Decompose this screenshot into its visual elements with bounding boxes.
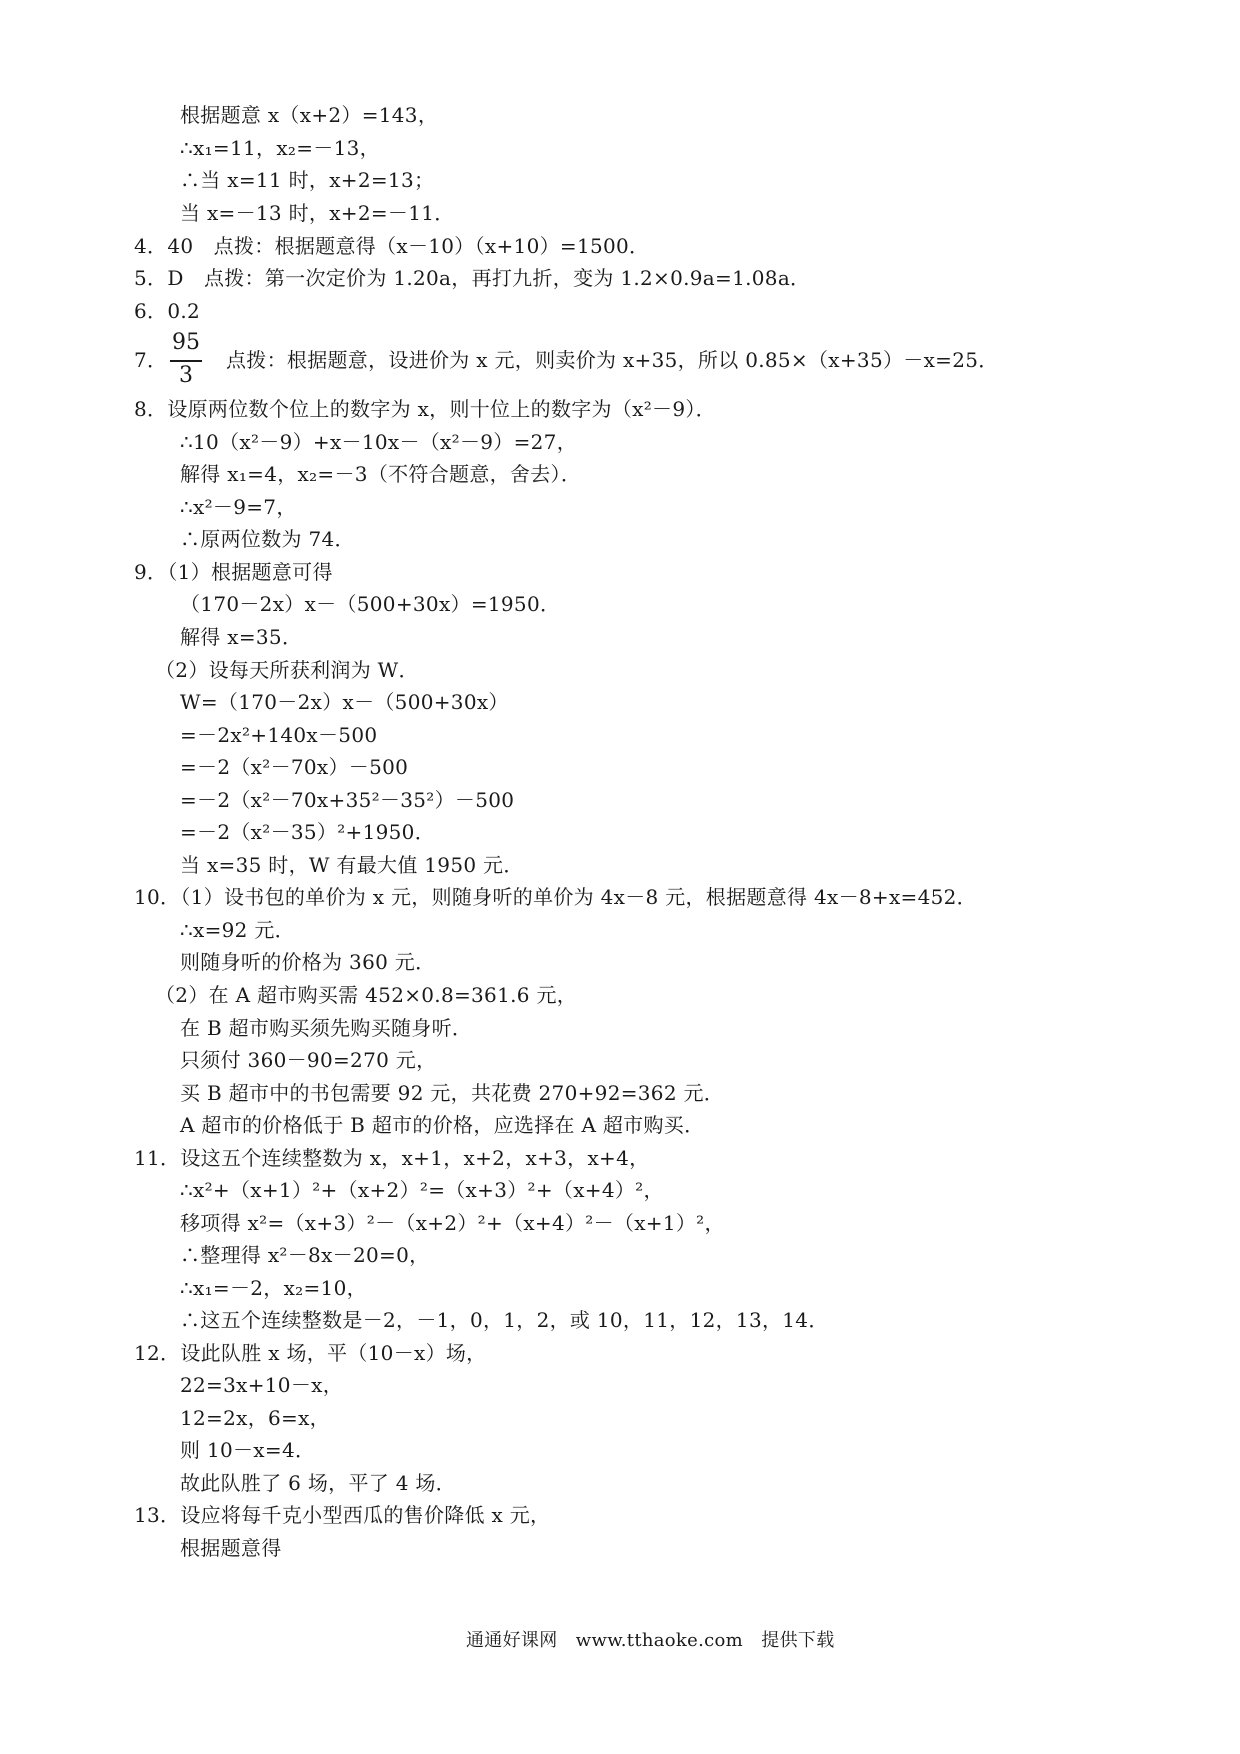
text-line: 22=3x+10－x， [180, 1373, 343, 1397]
text-line: ∴x=92 元． [180, 918, 295, 942]
text-line: =－2x²+140x－500 [180, 723, 378, 747]
text-line: =－2（x²－70x+35²－35²）－500 [180, 788, 515, 812]
text-line: 则随身听的价格为 360 元． [180, 950, 436, 974]
text-line: 13．设应将每千克小型西瓜的售价降低 x 元， [134, 1503, 551, 1527]
fraction-bar [170, 360, 202, 362]
text-line: 5．D 点拨：第一次定价为 1.20a，再打九折，变为 1.2×0.9a=1.08a． [134, 266, 811, 290]
text-line: ∴这五个连续整数是－2，－1，0，1，2，或 10，11，12，13，14． [180, 1308, 829, 1332]
text-line: ∴x₁=－2，x₂=10， [180, 1276, 367, 1300]
text-line: ∴x²+（x+1）²+（x+2）²=（x+3）²+（x+4）²， [180, 1178, 664, 1202]
text-line: 8．设原两位数个位上的数字为 x，则十位上的数字为（x²－9）． [134, 397, 716, 421]
text-line: ∴10（x²－9）+x－10x－（x²－9）=27， [180, 430, 577, 454]
text-line: ∴原两位数为 74． [180, 527, 355, 551]
text-line: 10．（1）设书包的单价为 x 元，则随身听的单价为 4x－8 元，根据题意得 4x－8+x=452． [134, 885, 977, 909]
text-line: ∴当 x=11 时，x+2=13； [180, 168, 435, 192]
text-line: 当 x=35 时，W 有最大值 1950 元． [180, 853, 524, 877]
text-line: W=（170－2x）x－（500+30x） [180, 690, 509, 714]
text-line: 9．（1）根据题意可得 [134, 560, 333, 584]
text-line: 根据题意 x（x+2）=143， [180, 103, 439, 127]
text-line: 故此队胜了 6 场，平了 4 场． [180, 1471, 456, 1495]
text-line: 买 B 超市中的书包需要 92 元，共花费 270+92=362 元． [180, 1081, 725, 1105]
text-line: 在 B 超市购买须先购买随身听． [180, 1016, 473, 1040]
text-line: 点拨：根据题意，设进价为 x 元，则卖价为 x+35，所以 0.85×（x+35）－x=25． [226, 348, 999, 372]
text-line: （2）设每天所获利润为 W． [155, 658, 419, 682]
text-line: ∴整理得 x²－8x－20=0， [180, 1243, 430, 1267]
text-line: =－2（x²－35）²+1950． [180, 820, 436, 844]
text-line: =－2（x²－70x）－500 [180, 755, 409, 779]
text-line: 11．设这五个连续整数为 x，x+1，x+2，x+3，x+4， [134, 1146, 650, 1170]
text-line: 解得 x=35． [180, 625, 303, 649]
text-line: 12=2x，6=x， [180, 1406, 330, 1430]
text-line: 只须付 360－90=270 元， [180, 1048, 437, 1072]
text-line: A 超市的价格低于 B 超市的价格，应选择在 A 超市购买． [180, 1113, 705, 1137]
text-line: 12．设此队胜 x 场，平（10－x）场， [134, 1341, 487, 1365]
text-line: 根据题意得 [180, 1536, 282, 1560]
fraction-numerator: 95 [172, 330, 200, 355]
text-line: 解得 x₁=4，x₂=－3（不符合题意，舍去）． [180, 462, 582, 486]
fraction-denominator: 3 [179, 363, 193, 388]
text-line: （2）在 A 超市购买需 452×0.8=361.6 元， [155, 983, 578, 1007]
text-line: （170－2x）x－（500+30x）=1950． [180, 592, 561, 616]
text-line: 当 x=－13 时，x+2=－11． [180, 201, 455, 225]
text-line: ∴x²－9=7， [180, 495, 297, 519]
text-line: 则 10－x=4． [180, 1438, 316, 1462]
page-footer: 通通好课网 www.tthaoke.com 提供下载 [466, 1630, 835, 1651]
text-line: 4．40 点拨：根据题意得（x－10）（x+10）=1500． [134, 234, 650, 258]
text-line: 移项得 x²=（x+3）²－（x+2）²+（x+4）²－（x+1）²， [180, 1211, 725, 1235]
text-line: ∴x₁=11，x₂=－13， [180, 136, 380, 160]
item-number: 7． [134, 348, 168, 372]
text-line: 6．0.2 [134, 299, 201, 323]
